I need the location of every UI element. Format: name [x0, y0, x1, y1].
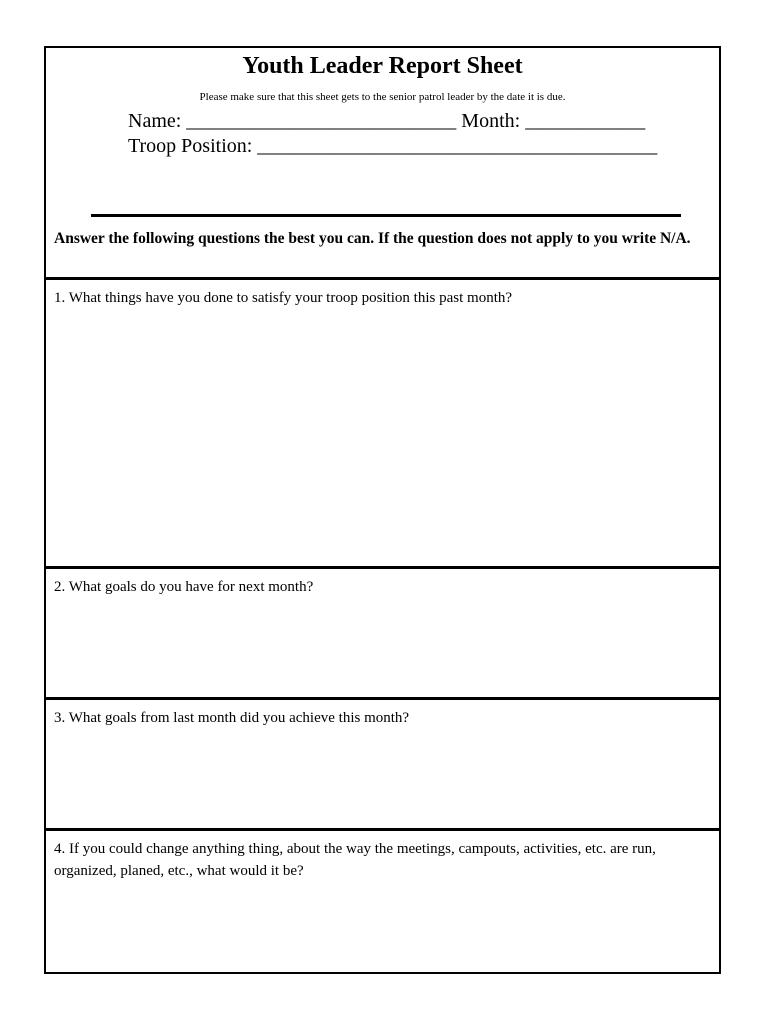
subtitle: Please make sure that this sheet gets to the senior patrol leader by the date it is due.: [199, 91, 566, 103]
sheet-header: [46, 48, 719, 280]
question-3-box[interactable]: [46, 700, 719, 831]
report-sheet: [44, 46, 721, 974]
instructions: Answer the following questions the best you can. If the question does not apply to you write N/A.: [54, 230, 691, 247]
question-4-box[interactable]: [46, 831, 719, 972]
question-4-text: 4. If you could change anything thing, about the way the meetings, campouts, activities, etc. are run, organized, planed, etc., what would it be?: [54, 841, 656, 879]
name-month-line[interactable]: Name: ___________________________ Month: ____________: [128, 110, 646, 132]
troop-position-line[interactable]: Troop Position: ________________________________________: [128, 135, 658, 157]
question-2-text: 2. What goals do you have for next month?: [54, 579, 314, 595]
question-1-box[interactable]: [46, 280, 719, 569]
divider-rule: [91, 214, 681, 217]
question-3-text: 3. What goals from last month did you achieve this month?: [54, 710, 410, 726]
page-title: Youth Leader Report Sheet: [242, 53, 523, 79]
question-2-box[interactable]: [46, 569, 719, 700]
question-1-text: 1. What things have you done to satisfy your troop position this past month?: [54, 290, 513, 306]
